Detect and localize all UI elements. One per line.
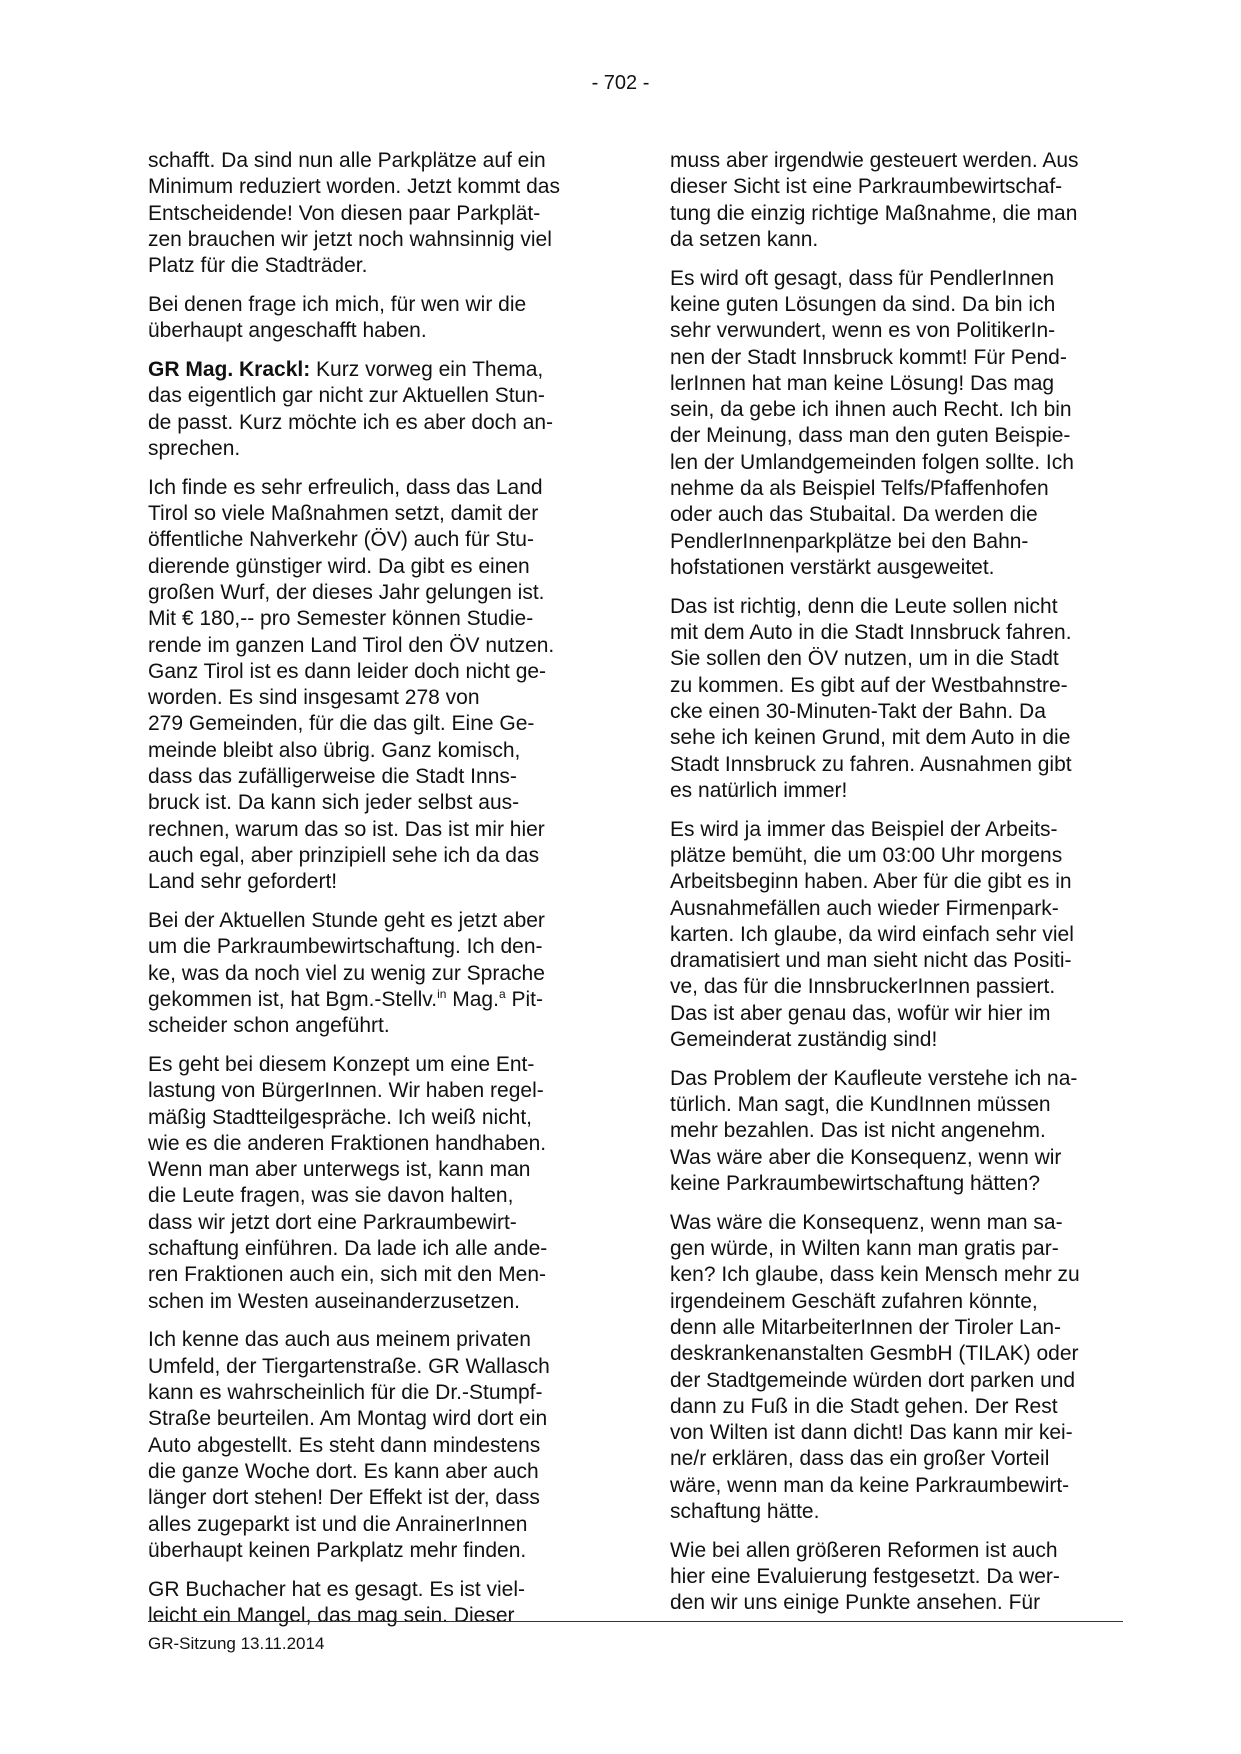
- text-line: Es geht bei diesem Konzept um eine Ent-: [148, 1053, 535, 1076]
- text-line: Wenn man aber unterwegs ist, kann man: [148, 1158, 531, 1182]
- paragraph: [670, 1538, 1123, 1617]
- text-line: Das ist richtig, denn die Leute sollen nicht: [670, 594, 1058, 618]
- text-line: öffentliche Nahverkehr (ÖV) auch für Stu-: [148, 528, 534, 552]
- text-line: worden. Es sind insgesamt 278 von: [148, 686, 480, 710]
- text-line: die ganze Woche dort. Es kann aber auch: [148, 1459, 539, 1483]
- text-run: scheider schon angeführt.: [148, 1014, 390, 1038]
- text-line: gen würde, in Wilten kann man gratis par-: [670, 1237, 1059, 1261]
- text-line: Stadt Innsbruck zu fahren. Ausnahmen gibt: [670, 752, 1072, 776]
- paragraph: [670, 817, 1123, 1054]
- left-column: [148, 148, 601, 1629]
- text-line: Platz für die Stadträder.: [148, 254, 368, 278]
- text-line: Ganz Tirol ist es dann leider doch nicht ge-: [148, 659, 547, 683]
- text-line: keine Parkraumbewirtschaftung hätten?: [670, 1171, 1041, 1195]
- text-line: das eigentlich gar nicht zur Aktuellen Stun-: [148, 384, 545, 408]
- speaker-name: GR Mag. Krackl:: [148, 358, 311, 382]
- text-line: dierende günstiger wird. Da gibt es einen: [148, 554, 530, 578]
- paragraph: [670, 1210, 1123, 1526]
- page-number: - 702 -: [591, 72, 650, 94]
- text-line: bruck ist. Da kann sich jeder selbst aus-: [148, 791, 520, 815]
- footer-divider: [148, 1621, 1123, 1622]
- text-line: nehme da als Beispiel Telfs/Pfaffenhofen: [670, 477, 1049, 501]
- text-line: mäßig Stadtteilgespräche. Ich weiß nicht,: [148, 1105, 533, 1129]
- text-line: Was wäre aber die Konsequenz, wenn wir: [670, 1145, 1062, 1169]
- text-line: Sie sollen den ÖV nutzen, um in die Stadt: [670, 647, 1059, 671]
- text-line: nen der Stadt Innsbruck kommt! Für Pend-: [670, 345, 1067, 369]
- text-line: Land sehr gefordert!: [148, 870, 338, 894]
- text-run: Mag.: [446, 987, 499, 1011]
- text-line: rende im ganzen Land Tirol den ÖV nutzen.: [148, 633, 555, 657]
- title-suffix: in: [437, 986, 447, 1001]
- text-line: wie es die anderen Fraktionen handhaben.: [148, 1131, 547, 1155]
- text-line: oder auch das Stubaital. Da werden die: [670, 503, 1038, 527]
- text-line: leicht ein Mangel, das mag sein. Dieser: [148, 1603, 515, 1627]
- footer-session-date: GR-Sitzung 13.11.2014: [148, 1634, 325, 1653]
- text-line: Straße beurteilen. Am Montag wird dort ein: [148, 1407, 548, 1431]
- paragraph: [670, 266, 1123, 582]
- text-line: sehe ich keinen Grund, mit dem Auto in die: [670, 726, 1071, 750]
- text-line: lastung von BürgerInnen. Wir haben regel-: [148, 1079, 544, 1103]
- paragraph-with-titles: [148, 908, 601, 1039]
- text-line: dass wir jetzt dort eine Parkraumbewirt-: [148, 1210, 517, 1234]
- text-run: Pit-: [505, 987, 543, 1011]
- text-line: Ich kenne das auch aus meinem privaten: [148, 1328, 531, 1352]
- text-line: Gemeinderat zuständig sind!: [670, 1028, 938, 1051]
- text-line: der Meinung, dass man den guten Beispie-: [670, 424, 1071, 448]
- text-line: sprechen.: [148, 436, 241, 460]
- text-line: dass das zufälligerweise die Stadt Inns-: [148, 765, 517, 789]
- text-line: 279 Gemeinden, für die das gilt. Eine Ge-: [148, 712, 535, 736]
- text-line: meinde bleibt also übrig. Ganz komisch,: [148, 738, 521, 762]
- paragraph: [670, 1066, 1123, 1197]
- text-run: gekommen ist, hat Bgm.-Stellv.: [148, 987, 438, 1011]
- text-line: deskrankenanstalten GesmbH (TILAK) oder: [670, 1342, 1079, 1366]
- text-line: kann es wahrscheinlich für die Dr.-Stumpf-: [148, 1381, 543, 1405]
- text-line: auch egal, aber prinzipiell sehe ich da das: [148, 843, 540, 867]
- text-line: hofstationen verstärkt ausgeweitet.: [670, 555, 995, 579]
- paragraph: [670, 594, 1123, 804]
- text-line: den wir uns einige Punkte ansehen. Für: [670, 1591, 1041, 1615]
- text-line: Was wäre die Konsequenz, wenn man sa-: [670, 1210, 1063, 1234]
- text-line: ne/r erklären, dass das ein großer Vorteil: [670, 1447, 1050, 1471]
- paragraph-lines: [148, 909, 545, 985]
- text-line: hier eine Evaluierung festgesetzt. Da wer-: [670, 1565, 1060, 1589]
- paragraph: [670, 148, 1123, 253]
- text-line: keine guten Lösungen da sind. Da bin ich: [670, 292, 1056, 316]
- text-line: zen brauchen wir jetzt noch wahnsinnig viel: [148, 227, 552, 251]
- text-line: sehr verwundert, wenn es von PolitikerIn-: [670, 319, 1056, 343]
- text-line: sein, da gebe ich ihnen auch Recht. Ich bin: [670, 398, 1072, 422]
- text-line: es natürlich immer!: [670, 778, 848, 802]
- text-line: len der Umlandgemeinden folgen sollte. Ich: [670, 450, 1074, 474]
- text-line: die Leute fragen, was sie davon halten,: [148, 1184, 514, 1208]
- text-line: PendlerInnenparkplätze bei den Bahn-: [670, 529, 1029, 553]
- title-suffix: a: [498, 986, 506, 1001]
- text-line: Minimum reduziert worden. Jetzt kommt das: [148, 175, 560, 199]
- text-line: länger dort stehen! Der Effekt ist der, dass: [148, 1486, 540, 1510]
- text-line: türlich. Man sagt, die KundInnen müssen: [670, 1093, 1051, 1117]
- text-line: da setzen kann.: [670, 227, 819, 251]
- text-line: Mit € 180,-- pro Semester können Studie-: [148, 607, 534, 631]
- text-line: ke, was da noch viel zu wenig zur Sprache: [148, 961, 545, 985]
- text-line: schen im Westen auseinanderzusetzen.: [148, 1289, 520, 1313]
- text-line: Es wird ja immer das Beispiel der Arbeits-: [670, 817, 1058, 841]
- text-line: ren Fraktionen auch ein, sich mit den Men-: [148, 1263, 547, 1287]
- text-line: schaftung einführen. Da lade ich alle ande-: [148, 1237, 548, 1261]
- text-line: ken? Ich glaube, dass kein Mensch mehr zu: [670, 1263, 1080, 1287]
- speaker-paragraph: [148, 357, 601, 462]
- text-line: dieser Sicht ist eine Parkraumbewirtschaf-: [670, 175, 1063, 199]
- text-line: Auto abgestellt. Es steht dann mindestens: [148, 1433, 541, 1457]
- text-line: mehr bezahlen. Das ist nicht angenehm.: [670, 1119, 1046, 1143]
- text-line: Bei der Aktuellen Stunde geht es jetzt aber: [148, 909, 545, 933]
- text-line: Wie bei allen größeren Reformen ist auch: [670, 1538, 1058, 1562]
- text-line: Das ist aber genau das, wofür wir hier im: [670, 1001, 1051, 1025]
- right-column: [670, 148, 1123, 1617]
- text-line: lerInnen hat man keine Lösung! Das mag: [670, 371, 1055, 395]
- text-line: rechnen, warum das so ist. Das ist mir hier: [148, 817, 545, 841]
- text-line: Ich finde es sehr erfreulich, dass das Land: [148, 475, 543, 499]
- text-line: schaftung hätte.: [670, 1500, 820, 1524]
- text-line: denn alle MitarbeiterInnen der Tiroler Lan-: [670, 1315, 1062, 1339]
- text-line: überhaupt keinen Parkplatz mehr finden.: [148, 1538, 527, 1562]
- text-line: von Wilten ist dann dicht! Das kann mir kei-: [670, 1421, 1073, 1445]
- text-line: cke einen 30-Minuten-Takt der Bahn. Da: [670, 699, 1046, 723]
- text-line: dramatisiert und man sieht nicht das Positi-: [670, 949, 1072, 973]
- text-line: der Stadtgemeinde würden dort parken und: [670, 1368, 1076, 1392]
- text-line: plätze bemüht, die um 03:00 Uhr morgens: [670, 843, 1063, 867]
- text-line: Arbeitsbeginn haben. Aber für die gibt es in: [670, 870, 1072, 894]
- text-line: GR Buchacher hat es gesagt. Es ist viel-: [148, 1577, 526, 1601]
- text-line: ve, das für die InnsbruckerInnen passiert.: [670, 975, 1056, 999]
- text-line: Umfeld, der Tiergartenstraße. GR Wallasch: [148, 1354, 550, 1378]
- text-line: Ausnahmefällen auch wieder Firmenpark-: [670, 896, 1059, 920]
- text-line: Es wird oft gesagt, dass für PendlerInnen: [670, 266, 1055, 290]
- text-line: alles zugeparkt ist und die AnrainerInnen: [148, 1512, 528, 1536]
- text-line: Bei denen frage ich mich, für wen wir die: [148, 292, 527, 316]
- paragraph: [148, 148, 601, 279]
- text-line: zu kommen. Es gibt auf der Westbahnstre-: [670, 673, 1068, 697]
- text-line: überhaupt angeschafft haben.: [148, 319, 427, 343]
- text-line: muss aber irgendwie gesteuert werden. Aus: [670, 149, 1079, 172]
- paragraph: [148, 1327, 601, 1564]
- text-line: um die Parkraumbewirtschaftung. Ich den-: [148, 935, 543, 959]
- paragraph: [148, 1052, 601, 1315]
- text-line: irgendeinem Geschäft zufahren könnte,: [670, 1289, 1038, 1313]
- text-line: Kurz vorweg ein Thema,: [310, 358, 544, 382]
- paragraph: [148, 292, 601, 345]
- text-line: wäre, wenn man da keine Parkraumbewirt-: [670, 1473, 1070, 1497]
- text-line: Entscheidende! Von diesen paar Parkplät-: [148, 201, 541, 225]
- text-line: tung die einzig richtige Maßnahme, die man: [670, 201, 1078, 225]
- text-line: mit dem Auto in die Stadt Innsbruck fahren.: [670, 621, 1072, 645]
- text-line: karten. Ich glaube, da wird einfach sehr viel: [670, 922, 1074, 946]
- paragraph: [148, 475, 601, 896]
- text-line: schafft. Da sind nun alle Parkplätze auf ein: [148, 149, 546, 172]
- text-line: dann zu Fuß in die Stadt gehen. Der Rest: [670, 1394, 1058, 1418]
- text-line: de passt. Kurz möchte ich es aber doch an-: [148, 410, 554, 434]
- text-line: Das Problem der Kaufleute verstehe ich na-: [670, 1066, 1078, 1090]
- text-line: Tirol so viele Maßnahmen setzt, damit der: [148, 502, 539, 526]
- text-line: großen Wurf, der dieses Jahr gelungen ist.: [148, 580, 545, 604]
